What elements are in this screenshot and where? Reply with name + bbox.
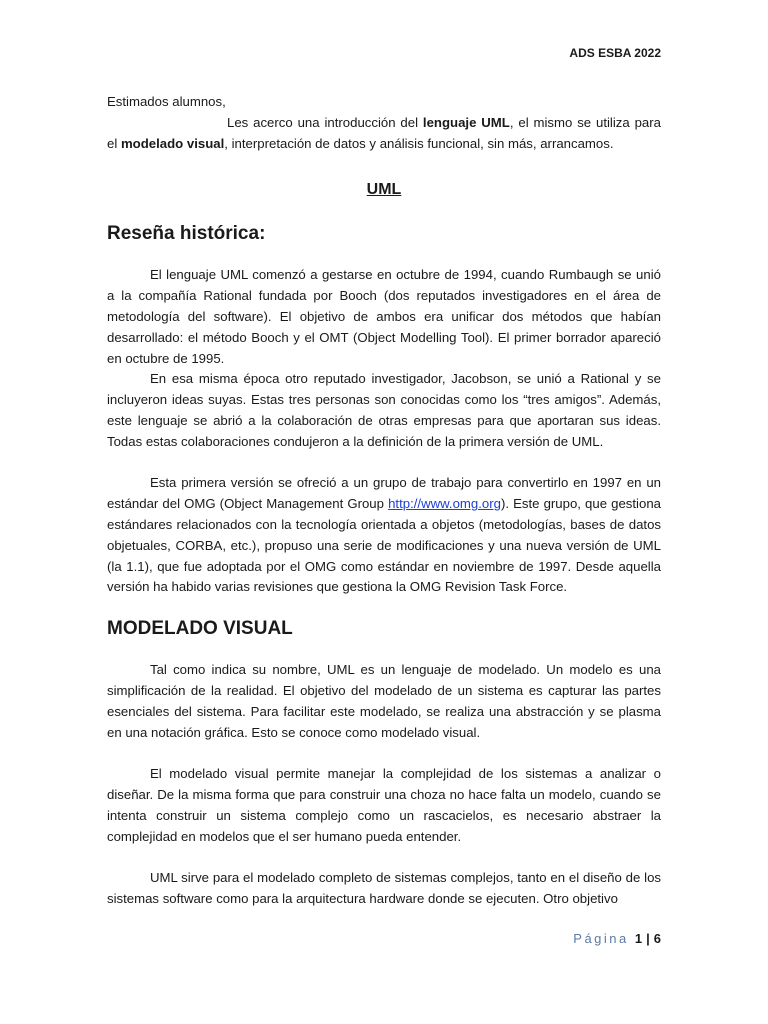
footer-separator: |	[646, 931, 650, 946]
footer-label: Página	[573, 931, 629, 946]
greeting: Estimados alumnos,	[107, 94, 226, 109]
document-body	[107, 92, 661, 910]
page-footer	[573, 931, 661, 946]
section-heading-visual: MODELADO VISUAL	[107, 618, 293, 640]
visual-paragraph-1: Tal como indica su nombre, UML es un lenguaje de modelado. Un modelo es una simplificación de la realidad. El objetivo del modelado de un sistema es capturar las partes esenciales del sistema. Para facilitar este modelado, se realiza una abstracción y se plasma en una notación gráfica. Esto se conoce como modelado visual.	[107, 662, 661, 740]
footer-page-number: 1	[634, 931, 643, 946]
intro-text-3: , interpretación de datos y análisis funcional, sin más, arrancamos.	[224, 135, 614, 151]
intro-text-2: , el mismo se utiliza para el	[107, 114, 661, 151]
history-paragraph-3	[107, 473, 661, 598]
visual-paragraph-2: El modelado visual permite manejar la complejidad de los sistemas a analizar o diseñar. De la misma forma que para construir una choza no hace falta un modelo, cuando se intenta construir un sistema complejo como un rascacielos, es necesario abstraer la complejidad en modelos que el ser humano pueda entender.	[107, 766, 661, 844]
intro-bold-1: lenguaje UML	[422, 114, 510, 130]
history-paragraph-1: El lenguaje UML comenzó a gestarse en octubre de 1994, cuando Rumbaugh se unió a la compañía Rational fundada por Booch (dos reputados investigadores en el área de metodología del software). El objetivo de ambos era unificar dos métodos que habían desarrollado: el método Booch y el OMT (Object Modelling Tool). El primer borrador apareció en octubre de 1995.	[107, 267, 661, 366]
footer-total-pages: 6	[653, 931, 661, 946]
intro-paragraph	[107, 113, 661, 155]
intro-text-1: Les acerco una introducción del	[227, 114, 423, 130]
omg-link[interactable]: http://www.omg.org	[388, 496, 501, 512]
intro-bold-2: modelado visual	[120, 135, 225, 151]
history-p3-text-a: Esta primera versión se ofreció a un grupo de trabajo para convertirlo en 1997 en un estándar del OMG (Object Management Group	[107, 475, 661, 512]
history-paragraph-2: En esa misma época otro reputado investigador, Jacobson, se unió a Rational y se incluyeron ideas suyas. Estas tres personas son conocidas como los “tres amigos”. Además, este lenguaje se abrió a la colaboración de otras empresas para que aportaran sus ideas. Todas estas colaboraciones condujeron a la definición de la primera versión de UML.	[107, 371, 661, 449]
section-heading-history: Reseña histórica:	[107, 223, 266, 245]
page-title: UML	[366, 181, 402, 199]
visual-paragraph-3: UML sirve para el modelado completo de sistemas complejos, tanto en el diseño de los sistemas software como para la arquitectura hardware donde se ejecuten. Otro objetivo	[107, 870, 661, 906]
header-course: ADS ESBA 2022	[569, 46, 661, 60]
history-p3-text-b: ). Este grupo, que gestiona estándares relacionados con la tecnología orientada a objetos (metodologías, bases de datos objetuales, CORBA, etc.), propuso una serie de modificaciones y una nueva versión de UML (la 1.1), que fue adoptada por el OMG como estándar en noviembre de 1997. Desde aquella versión ha habido varias revisiones que gestiona la OMG Revision Task Force.	[107, 496, 661, 595]
